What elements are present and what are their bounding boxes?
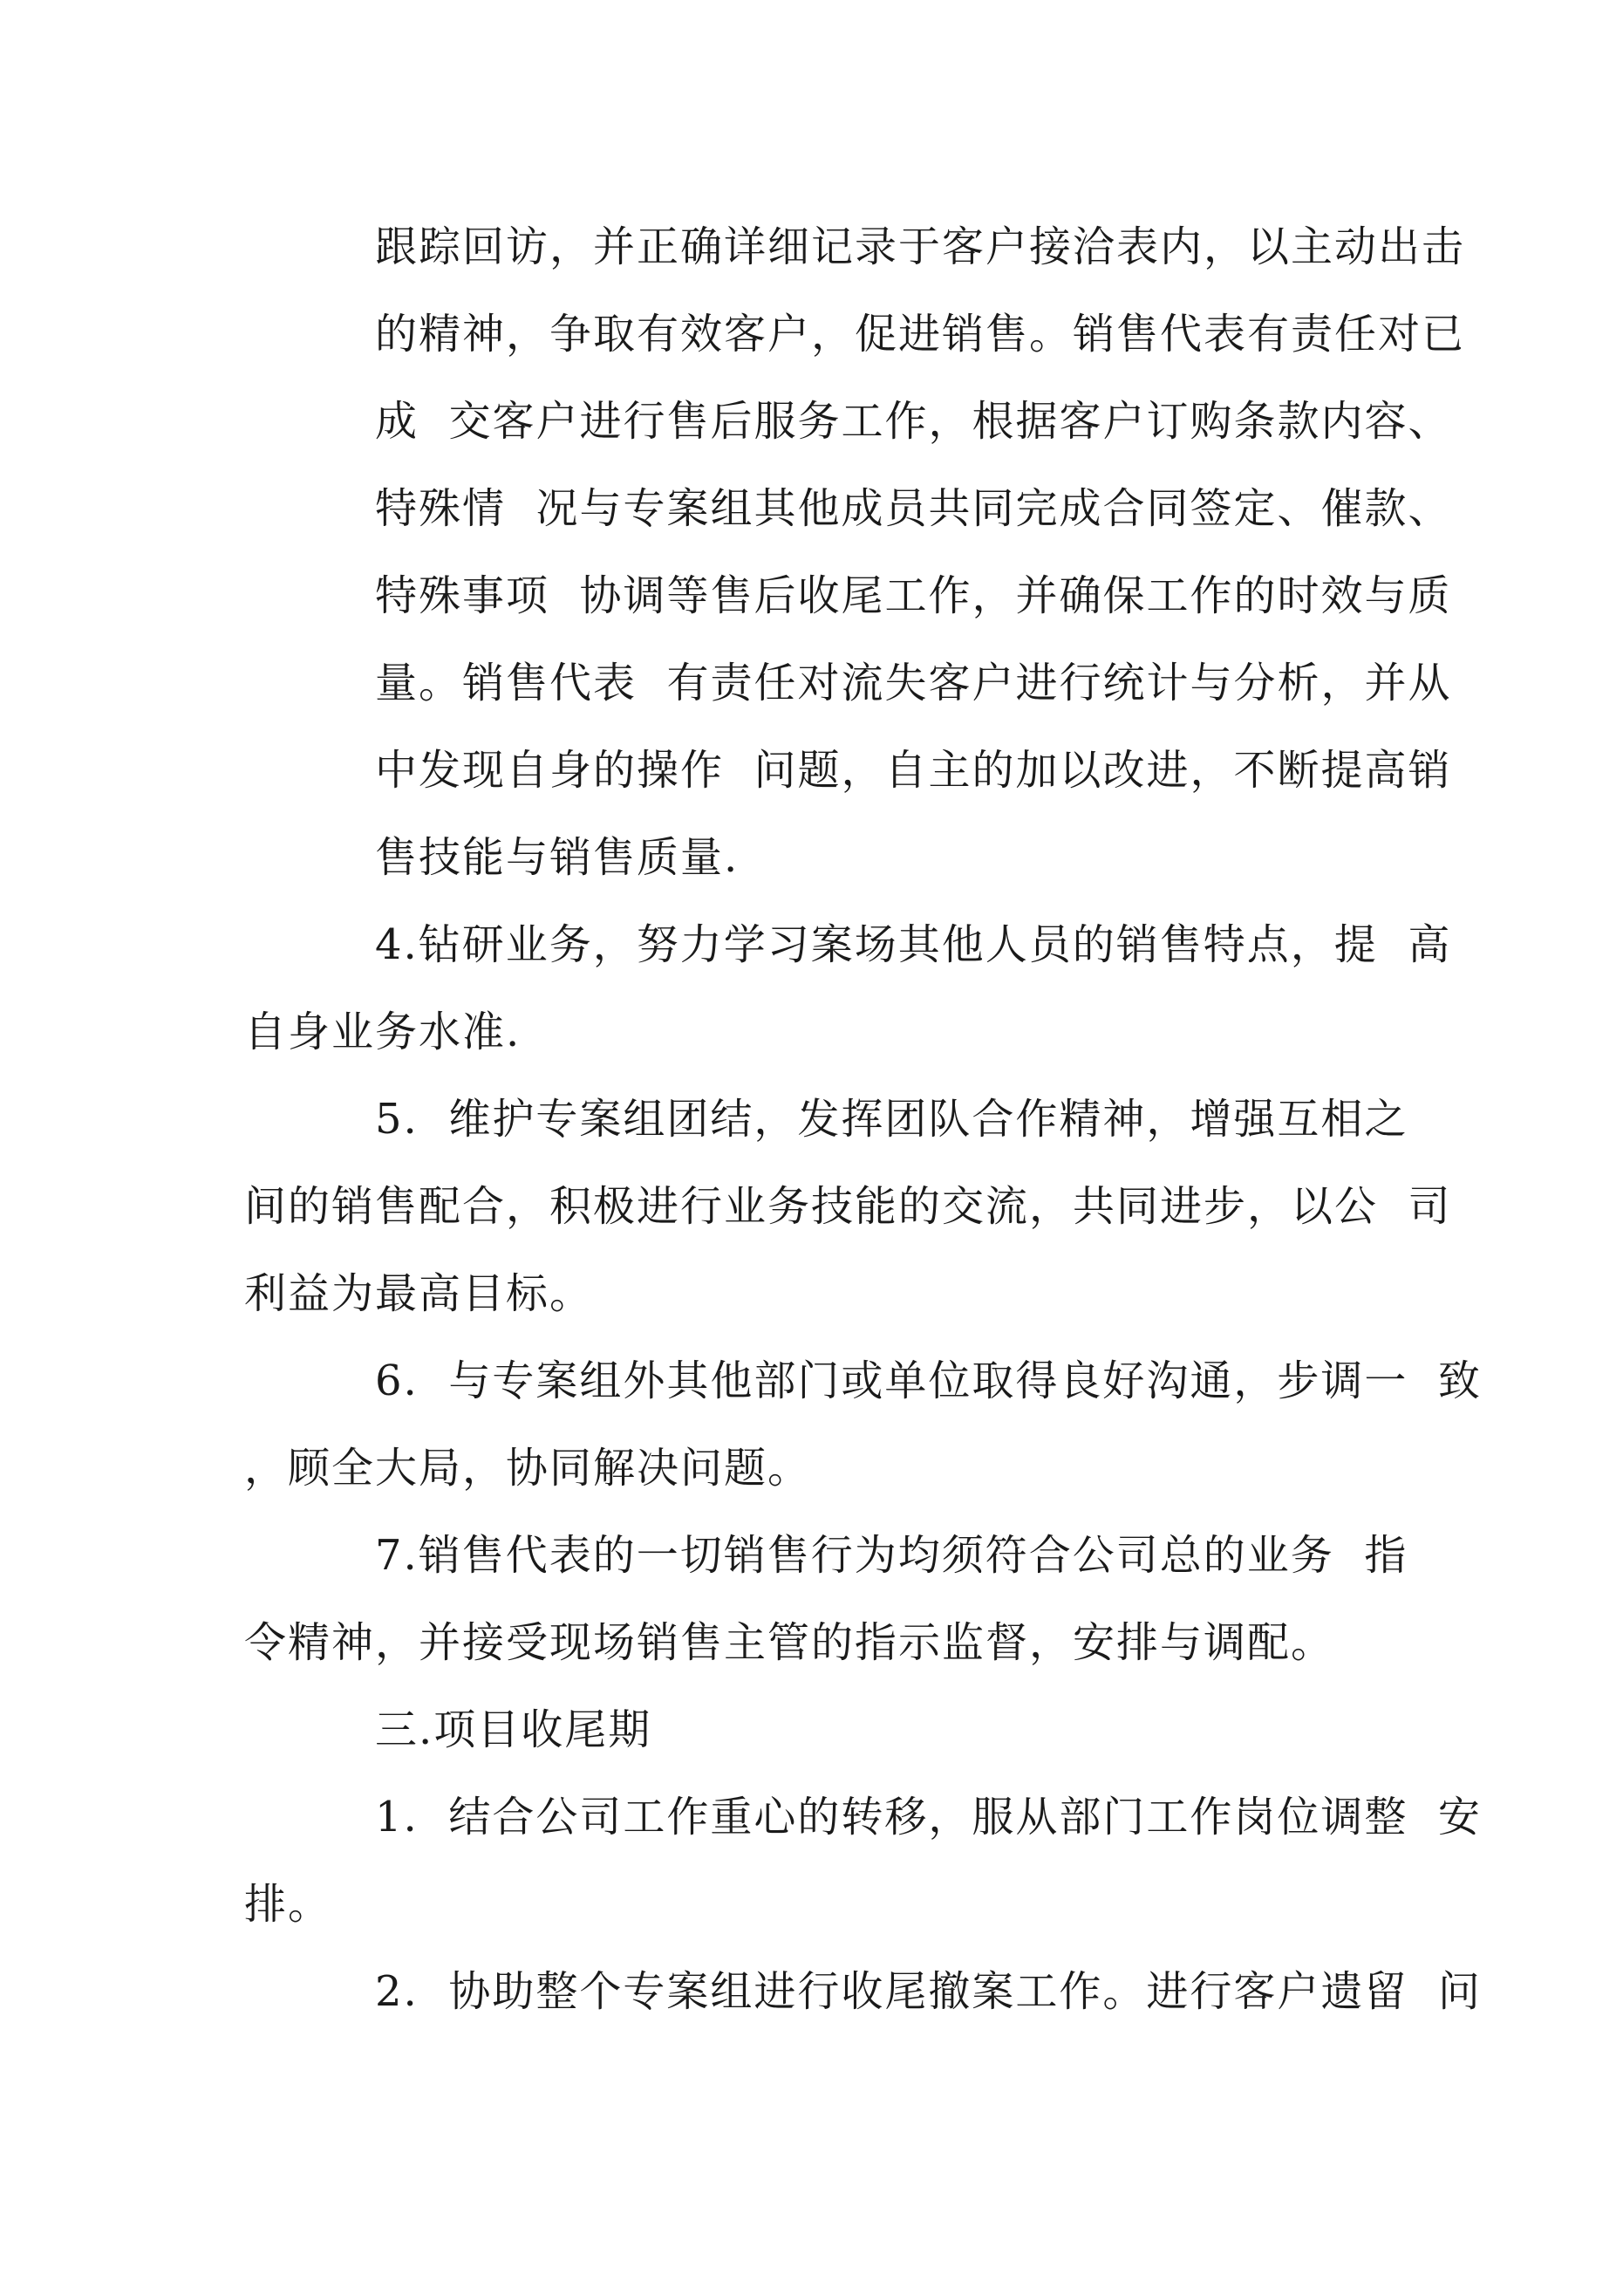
- paragraph-line: 售技能与销售质量.: [375, 833, 740, 882]
- paragraph-line: 特殊情 况与专案组其他成员共同完成合同签定、催款、: [375, 484, 1452, 533]
- list-item-continuation: 利益为最高目标。: [244, 1269, 594, 1318]
- list-item-first-line: 5. 维护专案组团结，发挥团队合作精神，增强互相之: [375, 1095, 1408, 1144]
- list-item-first-line: 6. 与专案组外其他部门或单位取得良好沟通，步调一 致: [375, 1356, 1482, 1405]
- section-heading: 三.项目收尾期: [375, 1705, 652, 1754]
- list-item-continuation: 令精神，并接受现场销售主管的指示监督，安排与调配。: [244, 1618, 1335, 1667]
- list-item-continuation: 间的销售配合，积极进行业务技能的交流，共同进步，以公 司: [244, 1182, 1452, 1231]
- paragraph-line: 成 交客户进行售后服务工作，根据客户订购条款内容、: [375, 397, 1452, 446]
- paragraph-line: 的精神，争取有效客户，促进销售。销售代表有责任对已: [375, 310, 1466, 359]
- list-item-first-line: 4.钻研业务，努力学习案场其他人员的销售特点，提 高: [375, 920, 1452, 969]
- list-item-first-line: 7.销售代表的一切销售行为均须符合公司总的业务 指: [375, 1531, 1408, 1580]
- list-item-continuation: 排。: [244, 1880, 332, 1929]
- paragraph-line: 特殊事项 协调等售后收尾工作，并确保工作的时效与质: [375, 571, 1452, 620]
- list-item-continuation: ，顾全大局，协同解决问题。: [244, 1444, 812, 1493]
- paragraph-line: 中发现自身的操作 问题，自主的加以改进，不断提高销: [375, 746, 1452, 795]
- list-item-first-line: 2. 协助整个专案组进行收尾撤案工作。进行客户遗留 问: [375, 1967, 1482, 2016]
- paragraph-line: 量。销售代表 有责任对流失客户进行统计与分析，并从: [375, 659, 1452, 707]
- list-item-first-line: 1. 结合公司工作重心的转移，服从部门工作岗位调整 安: [375, 1793, 1482, 1842]
- list-item-continuation: 自身业务水准.: [244, 1008, 522, 1056]
- paragraph-line: 跟踪回访，并正确详细记录于客户接洽表内，以主动出击: [375, 222, 1466, 271]
